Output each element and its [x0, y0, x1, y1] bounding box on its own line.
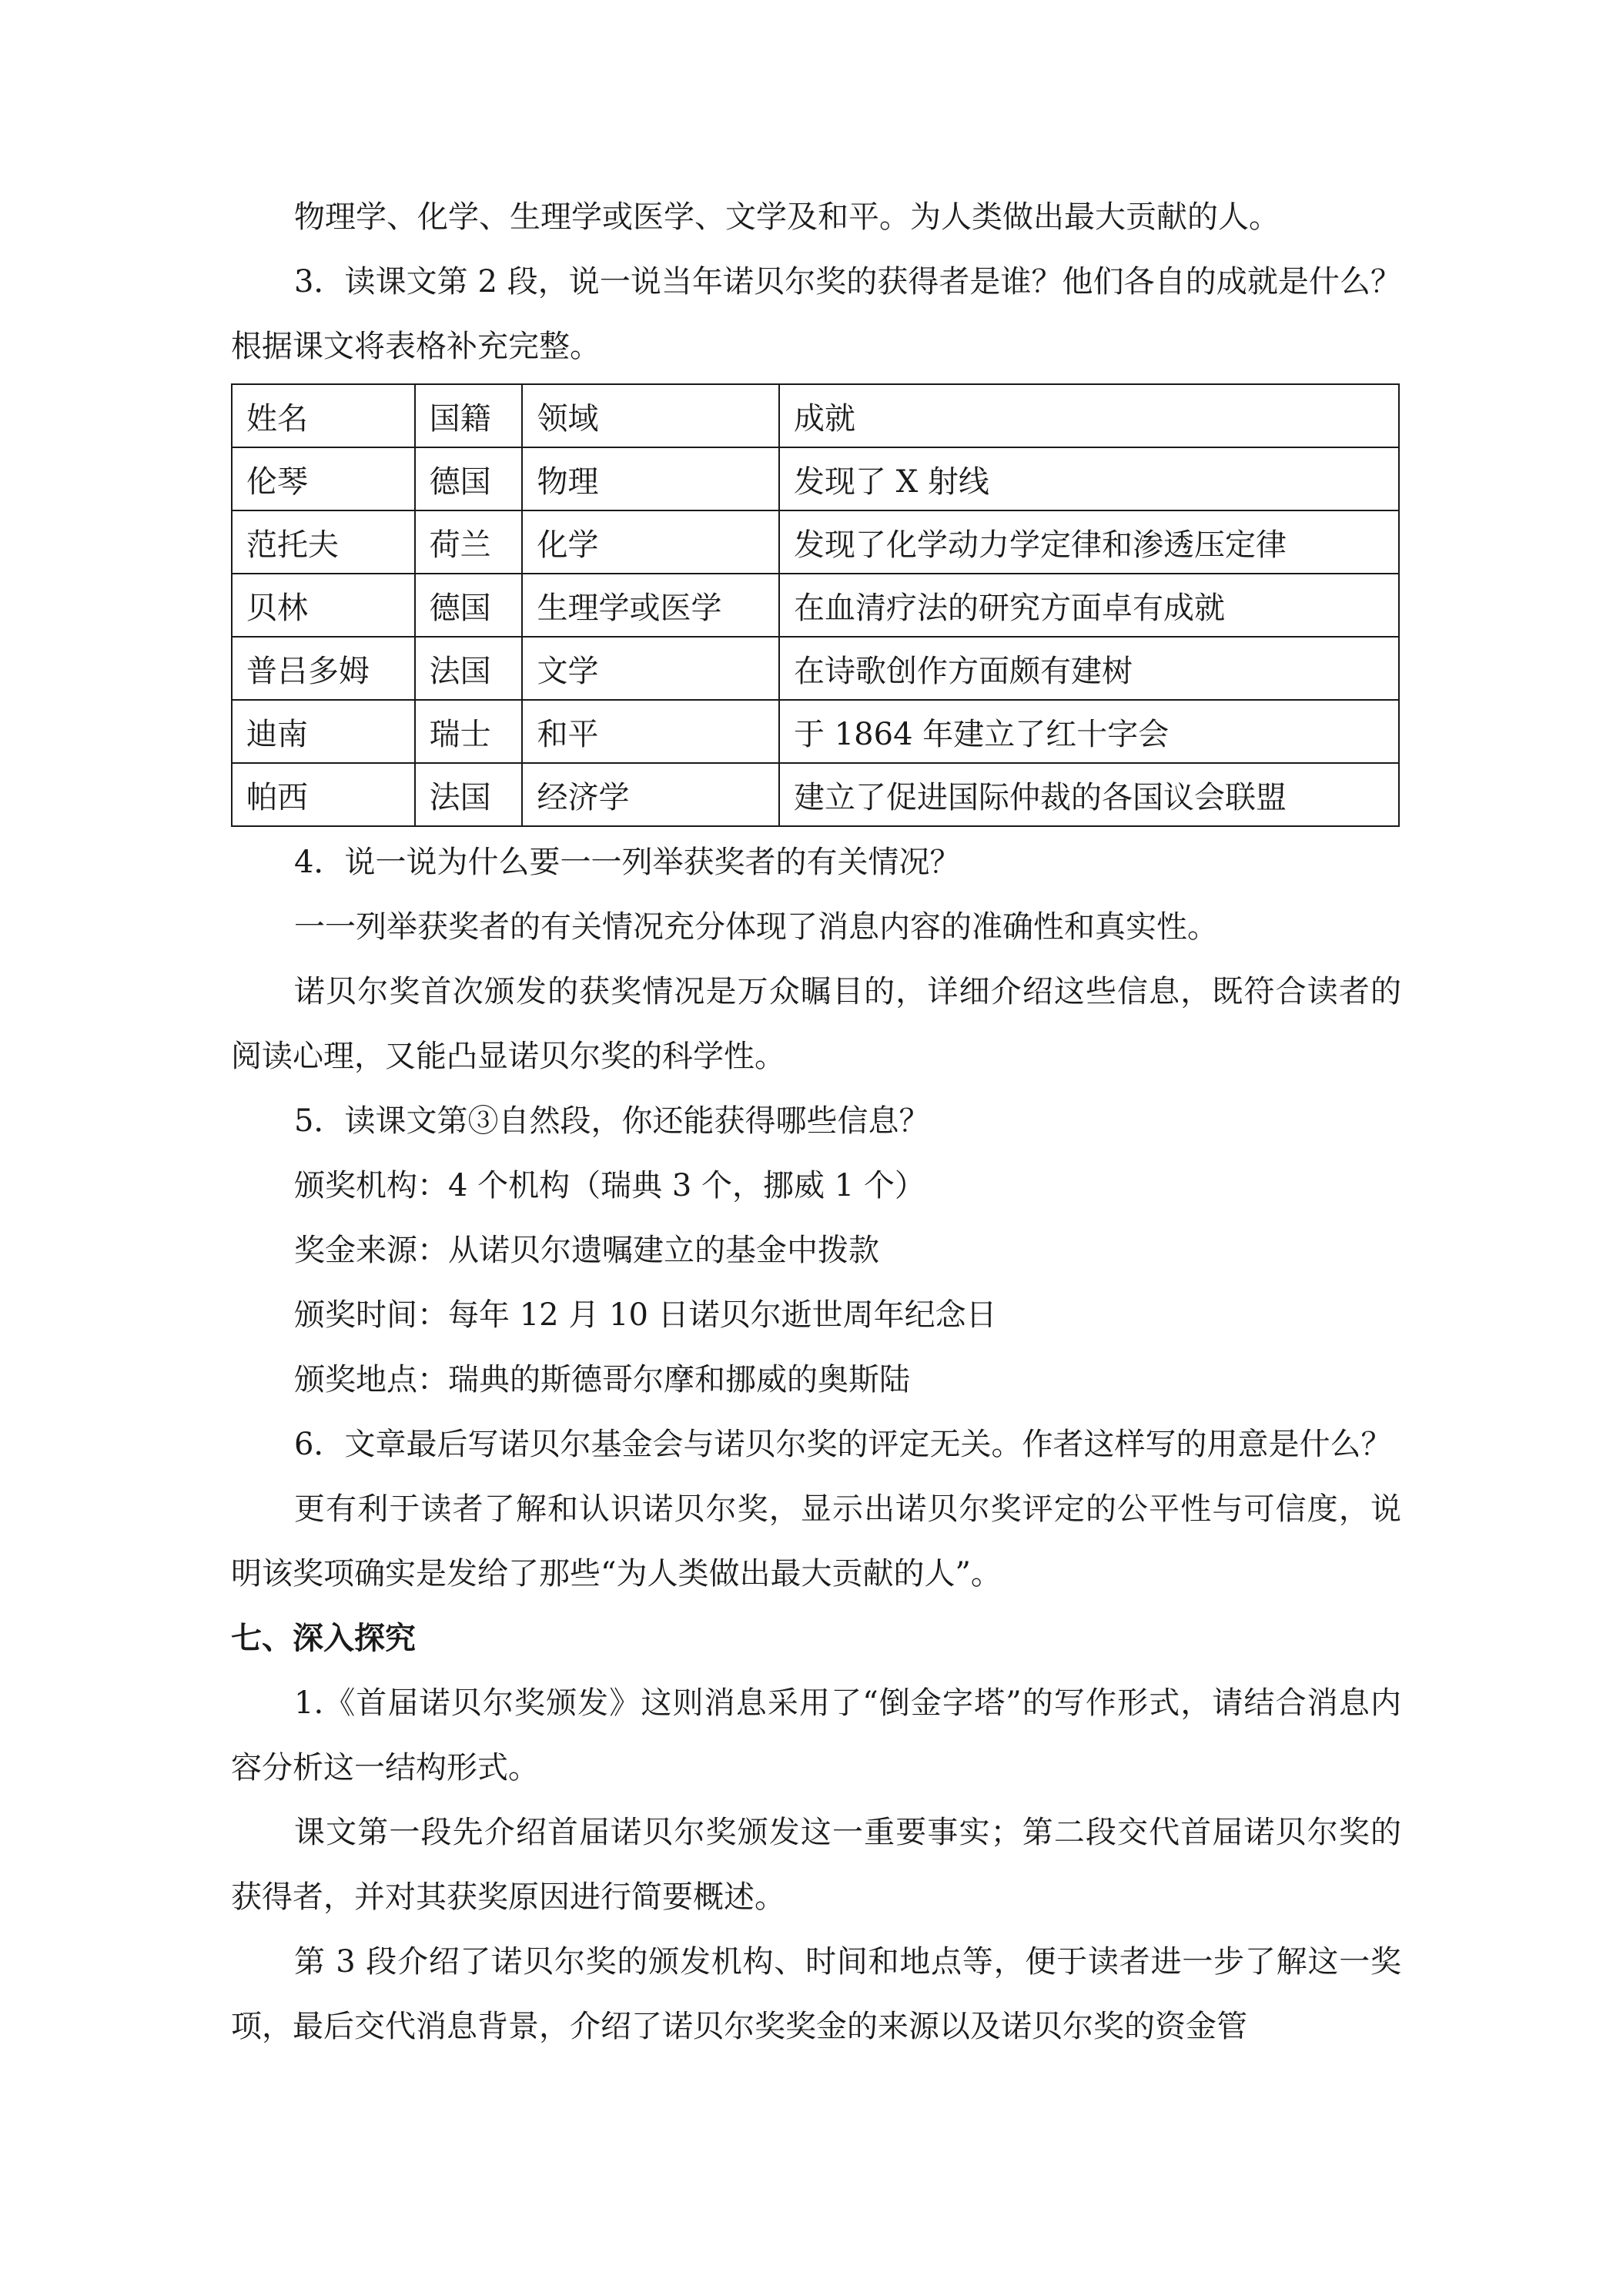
inquiry-answer-part-2: 第 3 段介绍了诺贝尔奖的颁发机构、时间和地点等，便于读者进一步了解这一奖项，最后交代消息背景，介绍了诺贝尔奖奖金的来源以及诺贝尔奖的资金管	[231, 1944, 1401, 2044]
header-nationality: 国籍	[415, 384, 523, 447]
cell-field: 和平	[522, 700, 779, 763]
cell-nationality: 法国	[415, 637, 523, 700]
question-3: 3．读课文第 2 段，说一说当年诺贝尔奖的获得者是谁？他们各自的成就是什么？根据课文将表格补充完整。	[231, 264, 1401, 364]
cell-nationality: 德国	[415, 574, 523, 637]
table-header-row	[232, 384, 1399, 447]
answer-5-time: 颁奖时间：每年 12 月 10 日诺贝尔逝世周年纪念日	[294, 1297, 997, 1333]
answer-4-detail: 诺贝尔奖首次颁发的获奖情况是万众瞩目的，详细介绍这些信息，既符合读者的阅读心理，又能凸显诺贝尔奖的科学性。	[231, 974, 1401, 1074]
cell-achievement: 于 1864 年建立了红十字会	[779, 700, 1399, 763]
header-name: 姓名	[232, 384, 415, 447]
table-row	[232, 763, 1399, 826]
cell-name: 普吕多姆	[232, 637, 415, 700]
cell-nationality: 法国	[415, 763, 523, 826]
cell-achievement: 在诗歌创作方面颇有建树	[779, 637, 1399, 700]
cell-achievement: 发现了 X 射线	[779, 447, 1399, 510]
header-achievement: 成就	[779, 384, 1399, 447]
table-row	[232, 447, 1399, 510]
cell-nationality: 荷兰	[415, 510, 523, 574]
header-field: 领域	[522, 384, 779, 447]
answer-5-organizations: 颁奖机构：4 个机构（瑞典 3 个，挪威 1 个）	[294, 1168, 925, 1203]
cell-nationality: 瑞士	[415, 700, 523, 763]
cell-field: 物理	[522, 447, 779, 510]
table-row	[232, 637, 1399, 700]
cell-field: 化学	[522, 510, 779, 574]
paragraph-prize-categories: 物理学、化学、生理学或医学、文学及和平。为人类做出最大贡献的人。	[294, 199, 1280, 235]
inquiry-question-1: 1.《首届诺贝尔奖颁发》这则消息采用了“倒金字塔”的写作形式，请结合消息内容分析这一结构形式。	[231, 1685, 1401, 1786]
cell-name: 迪南	[232, 700, 415, 763]
table-row	[232, 510, 1399, 574]
inquiry-answer-part-1: 课文第一段先介绍首届诺贝尔奖颁发这一重要事实；第二段交代首届诺贝尔奖的获得者，并对其获奖原因进行简要概述。	[231, 1815, 1401, 1915]
question-5: 5．读课文第③自然段，你还能获得哪些信息？	[294, 1103, 930, 1139]
table-row	[232, 574, 1399, 637]
document-page	[231, 185, 1401, 2059]
cell-name: 伦琴	[232, 447, 415, 510]
cell-nationality: 德国	[415, 447, 523, 510]
cell-achievement: 发现了化学动力学定律和渗透压定律	[779, 510, 1399, 574]
cell-achievement: 建立了促进国际仲裁的各国议会联盟	[779, 763, 1399, 826]
cell-field: 生理学或医学	[522, 574, 779, 637]
laureates-table	[231, 383, 1400, 827]
cell-achievement: 在血清疗法的研究方面卓有成就	[779, 574, 1399, 637]
cell-name: 范托夫	[232, 510, 415, 574]
table-row	[232, 700, 1399, 763]
cell-name: 帕西	[232, 763, 415, 826]
answer-6: 更有利于读者了解和认识诺贝尔奖，显示出诺贝尔奖评定的公平性与可信度，说明该奖项确实是发给了那些“为人类做出最大贡献的人”。	[231, 1491, 1401, 1591]
cell-field: 文学	[522, 637, 779, 700]
question-4: 4．说一说为什么要一一列举获奖者的有关情况？	[294, 845, 961, 880]
question-6: 6．文章最后写诺贝尔基金会与诺贝尔奖的评定无关。作者这样写的用意是什么？	[294, 1427, 1392, 1462]
answer-4: 一一列举获奖者的有关情况充分体现了消息内容的准确性和真实性。	[294, 909, 1218, 945]
cell-name: 贝林	[232, 574, 415, 637]
cell-field: 经济学	[522, 763, 779, 826]
section-heading: 七、深入探究	[231, 1621, 416, 1656]
answer-5-funding: 奖金来源：从诺贝尔遗嘱建立的基金中拨款	[294, 1233, 879, 1268]
answer-5-location: 颁奖地点：瑞典的斯德哥尔摩和挪威的奥斯陆	[294, 1362, 910, 1397]
